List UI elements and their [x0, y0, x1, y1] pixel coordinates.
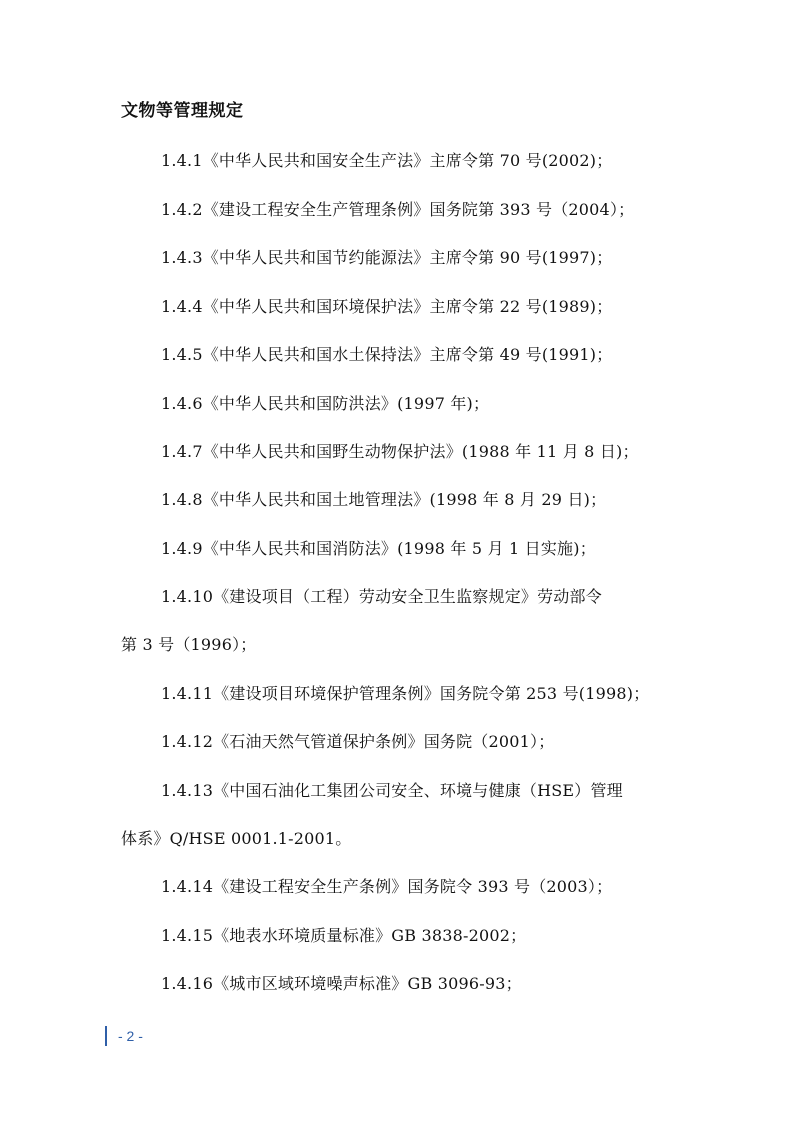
regulation-item-1-4-12: 1.4.12《石油天然气管道保护条例》国务院（2001）；: [161, 732, 555, 751]
regulation-item-1-4-15: 1.4.15《地表水环境质量标准》GB 3838-2002；: [161, 926, 527, 945]
regulation-item-1-4-9: 1.4.9《中华人民共和国消防法》(1998 年 5 月 1 日实施)；: [161, 539, 596, 558]
regulation-item-1-4-1: 1.4.1《中华人民共和国安全生产法》主席令第 70 号(2002)；: [161, 151, 613, 170]
regulation-item-1-4-10-continued: 第 3 号（1996）；: [121, 635, 257, 654]
footer-accent-bar: [105, 1026, 107, 1046]
regulation-item-1-4-14: 1.4.14《建设工程安全生产条例》国务院令 393 号（2003）；: [161, 877, 613, 896]
regulation-item-1-4-13: 1.4.13《中国石油化工集团公司安全、环境与健康（HSE）管理: [161, 781, 623, 800]
regulation-item-1-4-7: 1.4.7《中华人民共和国野生动物保护法》(1988 年 11 月 8 日)；: [161, 442, 639, 461]
regulation-item-1-4-16: 1.4.16《城市区域环境噪声标准》GB 3096-93；: [161, 974, 522, 993]
regulation-item-1-4-11: 1.4.11《建设项目环境保护管理条例》国务院令第 253 号(1998)；: [161, 684, 650, 703]
regulation-item-1-4-2: 1.4.2《建设工程安全生产管理条例》国务院第 393 号（2004）；: [161, 200, 635, 219]
regulation-item-1-4-8: 1.4.8《中华人民共和国土地管理法》(1998 年 8 月 29 日)；: [161, 490, 607, 509]
regulation-item-1-4-5: 1.4.5《中华人民共和国水土保持法》主席令第 49 号(1991)；: [161, 345, 613, 364]
regulation-item-1-4-3: 1.4.3《中华人民共和国节约能源法》主席令第 90 号(1997)；: [161, 248, 613, 267]
regulation-item-1-4-4: 1.4.4《中华人民共和国环境保护法》主席令第 22 号(1989)；: [161, 297, 613, 316]
page-number: - 2 -: [118, 1028, 143, 1044]
section-heading: 文物等管理规定: [121, 101, 244, 121]
regulation-item-1-4-10: 1.4.10《建设项目（工程）劳动安全卫生监察规定》劳动部令: [161, 587, 602, 606]
regulation-item-1-4-13-continued: 体系》Q/HSE 0001.1-2001。: [121, 829, 352, 848]
regulation-item-1-4-6: 1.4.6《中华人民共和国防洪法》(1997 年)；: [161, 394, 490, 413]
